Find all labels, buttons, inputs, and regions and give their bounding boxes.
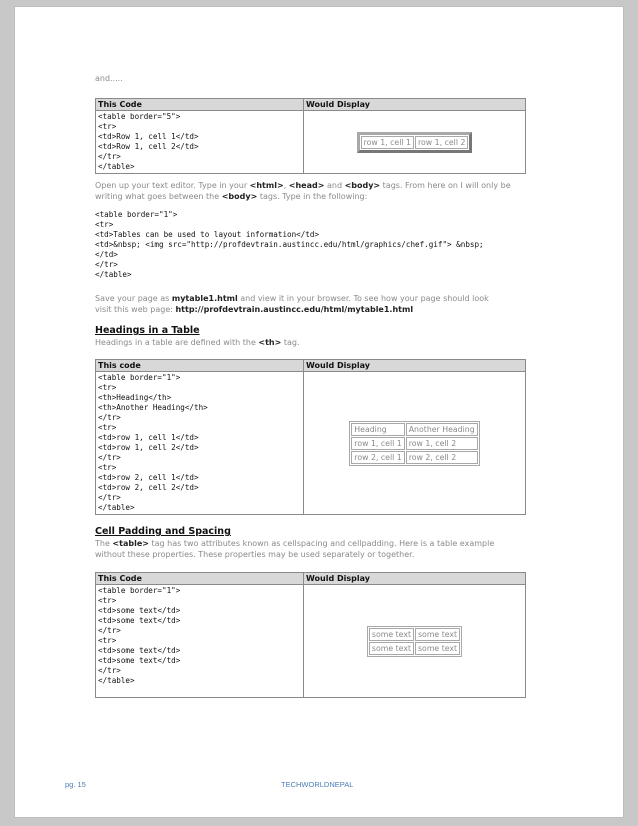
demo-cell: row 2, cell 1 xyxy=(351,451,404,464)
display-cell xyxy=(304,111,525,173)
code-term: <body> xyxy=(344,181,381,190)
rendered-demo-table xyxy=(349,421,479,466)
url-link[interactable]: http://profdevtrain.austincc.edu/html/mytable1.html xyxy=(175,305,414,314)
column-header-code: This Code xyxy=(96,573,304,584)
text-run: Headings in a table are defined with the xyxy=(95,338,259,347)
code-cell: <table border="1"> <tr> <td>some text</td> <td>some text</td> </tr> <tr> <td>some text</td> <td>some text</td> </tr> </table> xyxy=(96,585,304,697)
filename-term: mytable1.html xyxy=(171,294,238,303)
column-header-code: This code xyxy=(96,360,304,371)
demo-header-cell: Heading xyxy=(351,423,404,436)
code-term: <th> xyxy=(258,338,282,347)
code-term: <body> xyxy=(221,192,258,201)
text-run: and view it in your browser. To see how your page should look xyxy=(237,294,489,303)
table-header-row xyxy=(96,573,525,585)
example-table-border-5 xyxy=(95,98,526,174)
code-cell: <table border="5"> <tr> <td>Row 1, cell 1</td> <td>Row 1, cell 2</td> </tr> </table> xyxy=(96,111,304,173)
demo-cell: some text xyxy=(369,642,414,655)
rendered-demo-table xyxy=(367,626,462,657)
footer-brand: TECHWORLDNEPAL xyxy=(281,780,354,789)
table-header-row xyxy=(96,360,525,372)
code-term: <head> xyxy=(288,181,325,190)
demo-cell: row 1, cell 1 xyxy=(351,437,404,450)
text-run: , xyxy=(283,181,289,190)
text-run: writing what goes between the xyxy=(95,192,222,201)
section-heading-cell-padding: Cell Padding and Spacing xyxy=(95,526,231,537)
column-header-code: This Code xyxy=(96,99,304,110)
text-run: The xyxy=(95,539,113,548)
text-run: Open up your text editor. Type in your xyxy=(95,181,250,190)
text-run: and xyxy=(324,181,345,190)
text-run: tag has two attributes known as cellspacing and cellpadding. Here is a table example xyxy=(148,539,495,548)
code-cell: <table border="1"> <tr> <th>Heading</th> <th>Another Heading</th> </tr> <tr> <td>row 1, cell 1</td> <td>row 1, cell 2</td> </tr> <tr> <td>row 2, cell 1</td> <td>row 2, cell 2</td> </tr> </table> xyxy=(96,372,304,514)
example-table-headings xyxy=(95,359,526,515)
text-run: tags. Type in the following: xyxy=(257,192,368,201)
display-cell xyxy=(304,372,525,514)
text-run: Save your page as xyxy=(95,294,172,303)
code-example-block: <table border="1"> <tr> <td>Tables can be used to layout information</td> <td>&nbsp; <img src="http://profdevtrain.austincc.edu/html/graphics/chef.gif"> &nbsp; </td> </tr> </table> xyxy=(95,210,484,279)
intro-text: and..... xyxy=(95,74,123,83)
paragraph-save-page xyxy=(95,293,489,315)
column-header-display: Would Display xyxy=(306,361,370,370)
demo-cell: row 2, cell 2 xyxy=(406,451,478,464)
text-run: visit this web page: xyxy=(95,305,176,314)
display-cell xyxy=(304,585,525,697)
demo-cell: some text xyxy=(369,628,414,641)
example-table-some-text xyxy=(95,572,526,698)
document-page xyxy=(14,6,624,818)
text-run: tags. From here on I will only be xyxy=(380,181,511,190)
rendered-demo-table xyxy=(357,132,473,153)
demo-header-cell: Another Heading xyxy=(406,423,478,436)
code-term: <table> xyxy=(112,539,149,548)
section-description xyxy=(95,538,494,560)
demo-cell: row 1, cell 2 xyxy=(415,136,468,149)
column-header-display: Would Display xyxy=(306,100,370,109)
demo-cell: some text xyxy=(415,642,460,655)
paragraph-instructions xyxy=(95,180,511,202)
demo-cell: row 1, cell 1 xyxy=(361,136,414,149)
column-header-display: Would Display xyxy=(306,574,370,583)
page-number: pg. 15 xyxy=(65,780,86,789)
code-term: <html> xyxy=(249,181,284,190)
demo-cell: some text xyxy=(415,628,460,641)
table-header-row xyxy=(96,99,525,111)
text-run: tag. xyxy=(281,338,300,347)
section-description xyxy=(95,337,300,348)
demo-cell: row 1, cell 2 xyxy=(406,437,478,450)
section-heading-headings: Headings in a Table xyxy=(95,325,200,336)
text-run: without these properties. These properties may be used separately or together. xyxy=(95,550,415,559)
